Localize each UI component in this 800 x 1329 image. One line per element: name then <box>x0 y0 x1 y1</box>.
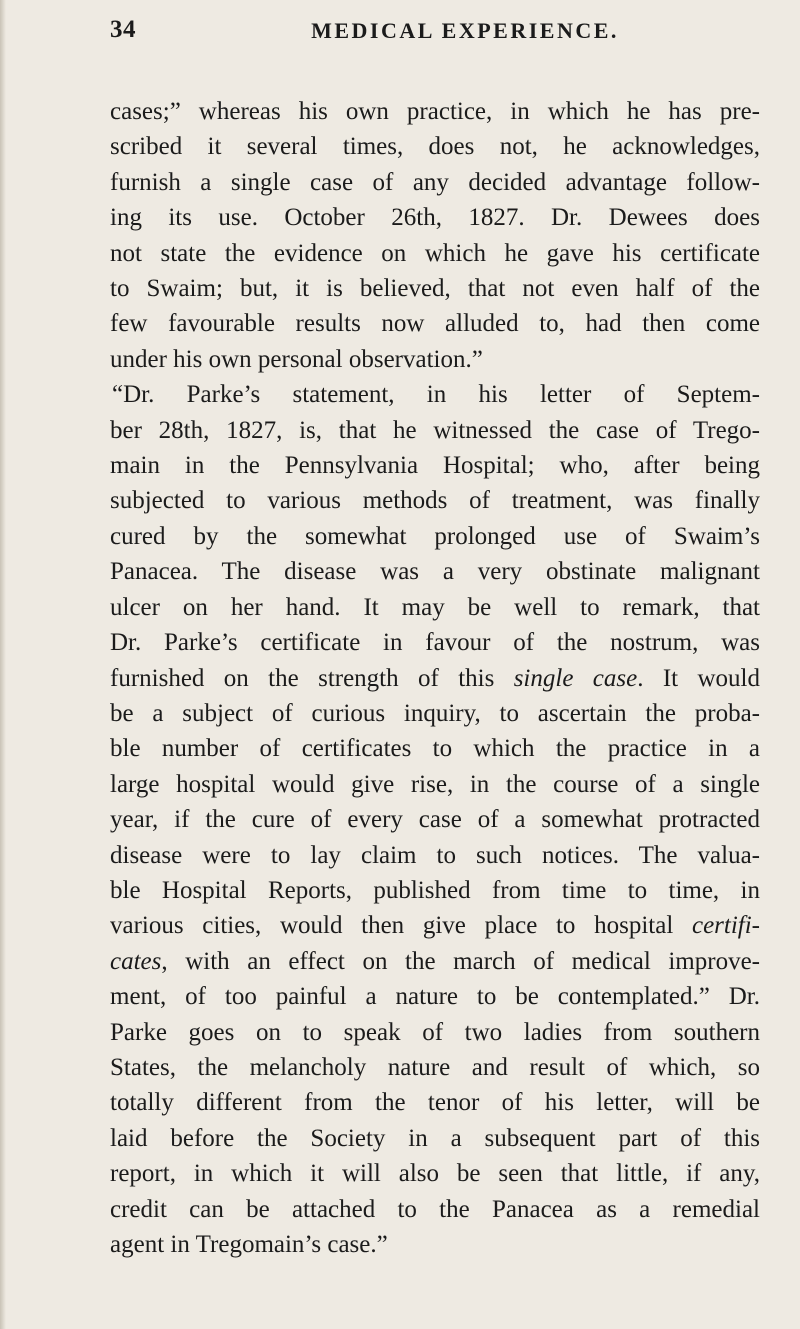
text-line <box>110 908 760 943</box>
text-line: ment, of too painful a nature to be contemplated.” Dr. <box>110 983 760 1011</box>
page-binding-shadow <box>0 0 6 1329</box>
text-line: “Dr. Parke’s statement, in his letter of Septem- <box>112 381 760 409</box>
text-line: report, in which it will also be seen that little, if any, <box>110 1160 760 1188</box>
text-run: , with an effect on the march of medical improve- <box>161 947 760 975</box>
emphasis-certificates: certifi- <box>691 912 760 940</box>
page-header <box>110 8 750 48</box>
text-line: subjected to various methods of treatment, was finally <box>110 487 760 515</box>
text-line: credit can be attached to the Panacea as a remedial <box>110 1195 760 1223</box>
text-line: ulcer on her hand. It may be well to remark, that <box>110 593 760 621</box>
emphasis-certificates: cates <box>110 947 162 975</box>
text-line <box>110 944 760 979</box>
text-run: various cities, would then give place to hospital <box>110 912 692 940</box>
text-line: totally different from the tenor of his letter, will be <box>110 1089 760 1117</box>
text-line: under his own personal observation.” <box>110 345 483 373</box>
text-line <box>110 661 760 696</box>
text-line: scribed it several times, does not, he acknowledges, <box>110 133 760 161</box>
text-line: furnish a single case of any decided advantage follow- <box>110 168 760 196</box>
running-head: MEDICAL EXPERIENCE. <box>311 18 619 43</box>
text-line: main in the Pennsylvania Hospital; who, after being <box>110 452 760 480</box>
text-line: ber 28th, 1827, is, that he witnessed the case of Trego- <box>110 416 760 444</box>
text-line: be a subject of curious inquiry, to ascertain the proba- <box>110 699 760 727</box>
text-line: not state the evidence on which he gave his certificate <box>110 239 760 267</box>
text-line: large hospital would give rise, in the course of a single <box>110 770 760 798</box>
text-line: States, the melancholy nature and result of which, so <box>110 1053 760 1081</box>
text-line: ble number of certificates to which the practice in a <box>110 735 760 763</box>
text-run: . It would <box>637 664 760 692</box>
emphasis-single-case: single case <box>513 664 638 692</box>
text-line: few favourable results now alluded to, had then come <box>110 310 760 338</box>
page-number: 34 <box>110 16 136 43</box>
text-line: agent in Tregomain’s case.” <box>110 1231 388 1258</box>
text-line: cured by the somewhat prolonged use of Swaim’s <box>110 522 760 550</box>
text-line: ing its use. October 26th, 1827. Dr. Dewees does <box>110 204 760 232</box>
text-line: disease were to lay claim to such notices. The valua- <box>110 841 760 869</box>
text-line: year, if the cure of every case of a somewhat protracted <box>110 806 760 834</box>
text-line: to Swaim; but, it is believed, that not even half of the <box>110 275 760 303</box>
text-run: furnished on the strength of this <box>110 664 514 692</box>
text-line: Parke goes on to speak of two ladies from southern <box>110 1018 760 1046</box>
text-line: laid before the Society in a subsequent part of this <box>110 1124 760 1152</box>
text-line: ble Hospital Reports, published from time to time, in <box>110 876 760 904</box>
text-line: cases;” whereas his own practice, in which he has pre- <box>110 98 760 125</box>
text-line: Panacea. The disease was a very obstinate malignant <box>110 558 760 586</box>
text-line: Dr. Parke’s certificate in favour of the nostrum, was <box>110 629 760 657</box>
body-text <box>110 94 760 1262</box>
